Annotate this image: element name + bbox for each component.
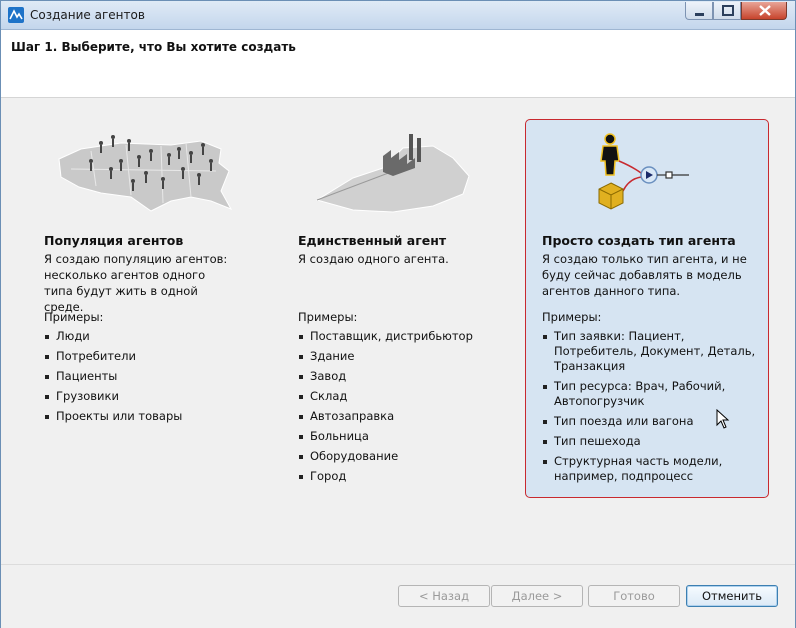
maximize-button[interactable] bbox=[713, 2, 741, 20]
step-title: Шаг 1. Выберите, что Вы хотите создать bbox=[11, 40, 296, 54]
minimize-button[interactable] bbox=[685, 2, 713, 20]
list-item: Тип пешехода bbox=[542, 434, 760, 449]
minimize-icon bbox=[686, 2, 714, 20]
close-icon bbox=[742, 2, 788, 20]
list-item: Больница bbox=[298, 429, 508, 444]
cancel-button[interactable]: Отменить bbox=[686, 585, 778, 607]
list-item: Тип ресурса: Врач, Рабочий, Автопогрузчик bbox=[542, 379, 760, 409]
option-title: Единственный агент bbox=[298, 233, 447, 248]
anylogic-app-icon bbox=[8, 7, 24, 23]
finish-button[interactable]: Готово bbox=[588, 585, 680, 607]
option-description: Я создаю только тип агента, и не буду сейчас добавлять в модель агентов данного типа. bbox=[542, 252, 747, 298]
list-item: Поставщик, дистрибьютор bbox=[298, 329, 508, 344]
list-item: Здание bbox=[298, 349, 508, 364]
list-item: Люди bbox=[44, 329, 244, 344]
examples-label: Примеры: bbox=[298, 310, 358, 324]
title-bar[interactable] bbox=[1, 1, 795, 30]
maximize-icon bbox=[714, 2, 742, 20]
examples-list bbox=[44, 329, 244, 429]
list-item: Город bbox=[298, 469, 508, 484]
option-description: Я создаю одного агента. bbox=[298, 252, 449, 266]
examples-list bbox=[298, 329, 508, 489]
list-item: Пациенты bbox=[44, 369, 244, 384]
examples-label: Примеры: bbox=[542, 310, 602, 324]
back-button[interactable]: < Назад bbox=[398, 585, 490, 607]
wizard-header bbox=[1, 30, 795, 98]
list-item: Структурная часть модели, например, подпроцесс bbox=[542, 454, 760, 484]
option-title: Просто создать тип агента bbox=[542, 233, 736, 248]
us-map-people-illustration bbox=[51, 131, 241, 216]
agent-type-illustration bbox=[593, 131, 693, 215]
list-item: Оборудование bbox=[298, 449, 508, 464]
close-button[interactable] bbox=[741, 2, 787, 20]
wizard-footer bbox=[1, 564, 795, 628]
wizard-content bbox=[1, 98, 795, 564]
mouse-pointer-icon bbox=[716, 409, 730, 429]
list-item: Тип поезда или вагона bbox=[542, 414, 760, 429]
list-item: Потребители bbox=[44, 349, 244, 364]
option-description: Я создаю популяцию агентов: несколько агентов одного типа будут жить в одной среде. bbox=[44, 252, 228, 314]
list-item: Грузовики bbox=[44, 389, 244, 404]
list-item: Проекты или товары bbox=[44, 409, 244, 424]
list-item: Автозаправка bbox=[298, 409, 508, 424]
list-item: Завод bbox=[298, 369, 508, 384]
list-item: Склад bbox=[298, 389, 508, 404]
factory-illustration bbox=[313, 128, 473, 218]
next-button[interactable]: Далее > bbox=[491, 585, 583, 607]
list-item: Тип заявки: Пациент, Потребитель, Документ, Деталь, Транзакция bbox=[542, 329, 760, 374]
option-title: Популяция агентов bbox=[44, 233, 184, 248]
examples-label: Примеры: bbox=[44, 310, 104, 324]
window-title: Создание агентов bbox=[30, 8, 145, 22]
